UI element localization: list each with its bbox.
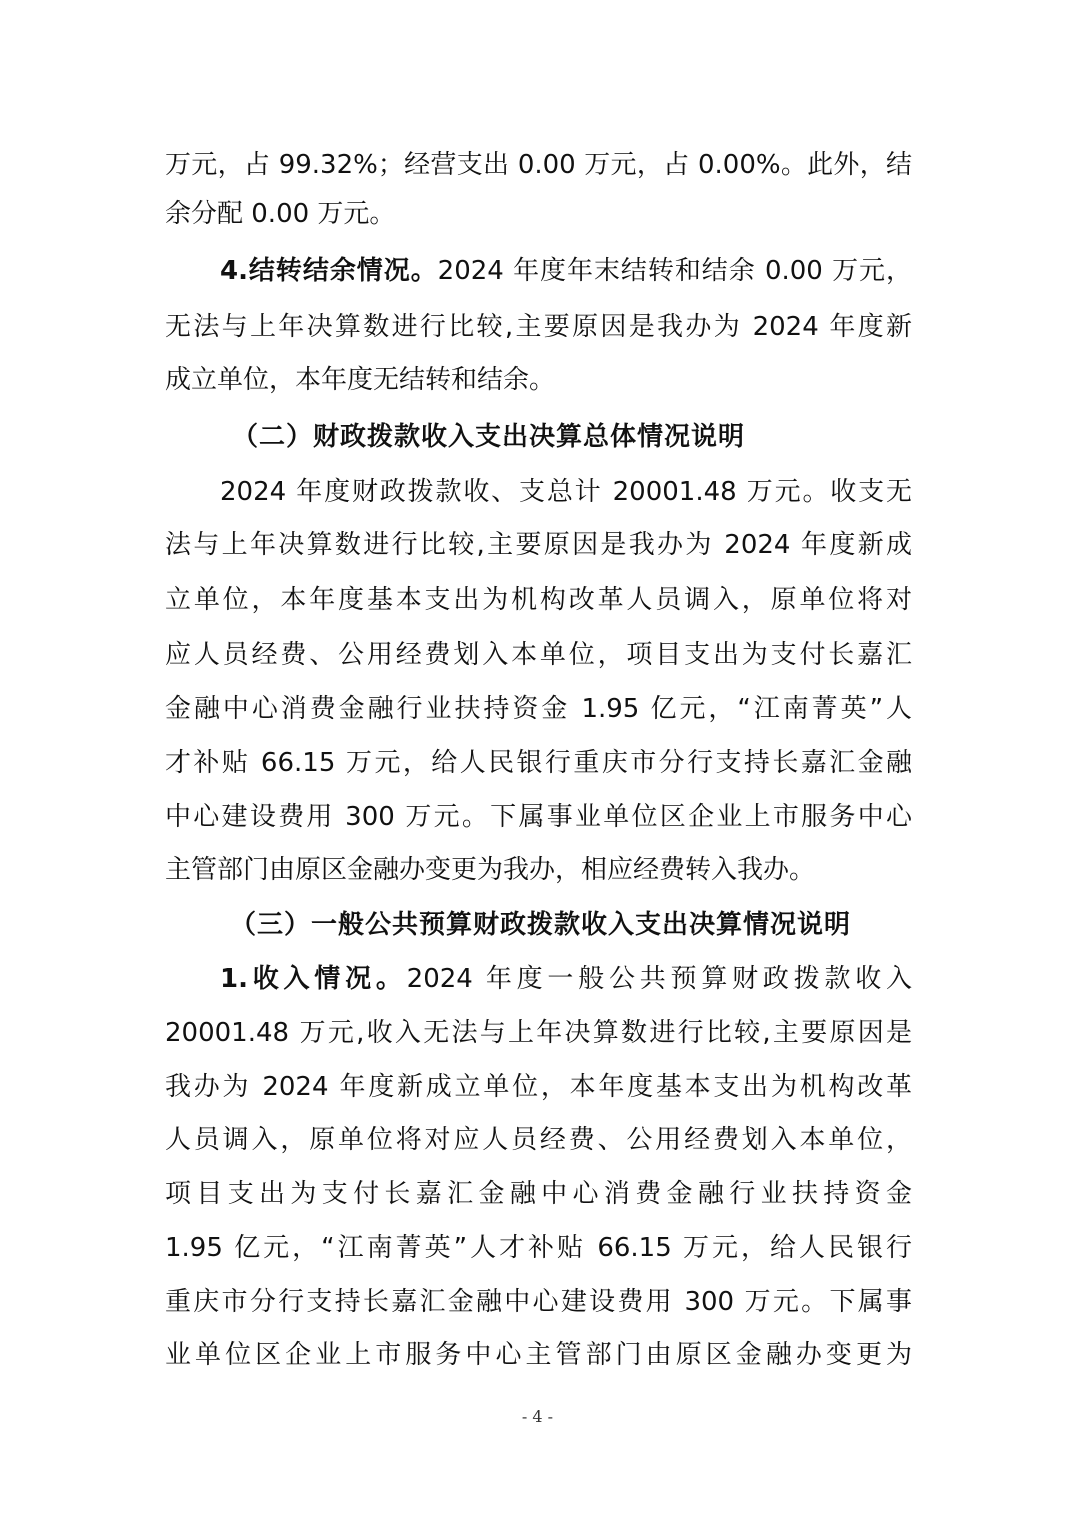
text-line: 立单位，本年度基本支出为机构改革人员调入，原单位将对	[165, 585, 912, 615]
text-line: 人员调入，原单位将对应人员经费、公用经费划入本单位，	[165, 1125, 912, 1155]
text-line: 主管部门由原区金融办变更为我办，相应经费转入我办。	[165, 855, 816, 885]
section-heading: （三）一般公共预算财政拨款收入支出决算情况说明	[230, 910, 852, 940]
subheading-bold: 4.结转结余情况。	[220, 256, 438, 286]
text-line: 中心建设费用 300 万元。下属事业单位区企业上市服务中心	[165, 802, 912, 832]
text-line: 重庆市分行支持长嘉汇金融中心建设费用 300 万元。下属事	[165, 1287, 912, 1317]
text-line: 应人员经费、公用经费划入本单位，项目支出为支付长嘉汇	[165, 640, 912, 670]
subheading-line	[220, 251, 912, 291]
text-line: 1.95 亿元，“江南菁英”人才补贴 66.15 万元，给人民银行	[165, 1233, 912, 1263]
text-line: 无法与上年决算数进行比较,主要原因是我办为 2024 年度新	[165, 312, 912, 342]
text-line: 法与上年决算数进行比较,主要原因是我办为 2024 年度新成	[165, 530, 912, 560]
subheading-bold: 1.收入情况。	[220, 964, 407, 994]
text-span: 2024 年度一般公共预算财政拨款收入	[406, 964, 913, 994]
text-line: 2024 年度财政拨款收、支总计 20001.48 万元。收支无	[220, 477, 912, 507]
text-line: 业单位区企业上市服务中心主管部门由原区金融办变更为	[165, 1340, 912, 1370]
subheading-line	[220, 959, 912, 999]
text-line: 我办为 2024 年度新成立单位，本年度基本支出为机构改革	[165, 1072, 912, 1102]
section-heading: （二）财政拨款收入支出决算总体情况说明	[232, 422, 746, 452]
page-number: - 4 -	[521, 1407, 554, 1426]
text-line: 项目支出为支付长嘉汇金融中心消费金融行业扶持资金	[165, 1179, 912, 1209]
text-line: 20001.48 万元,收入无法与上年决算数进行比较,主要原因是	[165, 1018, 912, 1048]
text-line: 成立单位，本年度无结转和结余。	[165, 365, 556, 395]
text-span: 2024 年度年末结转和结余 0.00 万元，	[437, 256, 912, 286]
text-line: 才补贴 66.15 万元，给人民银行重庆市分行支持长嘉汇金融	[165, 748, 912, 778]
text-line: 余分配 0.00 万元。	[165, 199, 396, 229]
text-line: 金融中心消费金融行业扶持资金 1.95 亿元，“江南菁英”人	[165, 694, 912, 724]
text-line: 万元，占 99.32%；经营支出 0.00 万元，占 0.00%。此外，结	[165, 150, 912, 180]
